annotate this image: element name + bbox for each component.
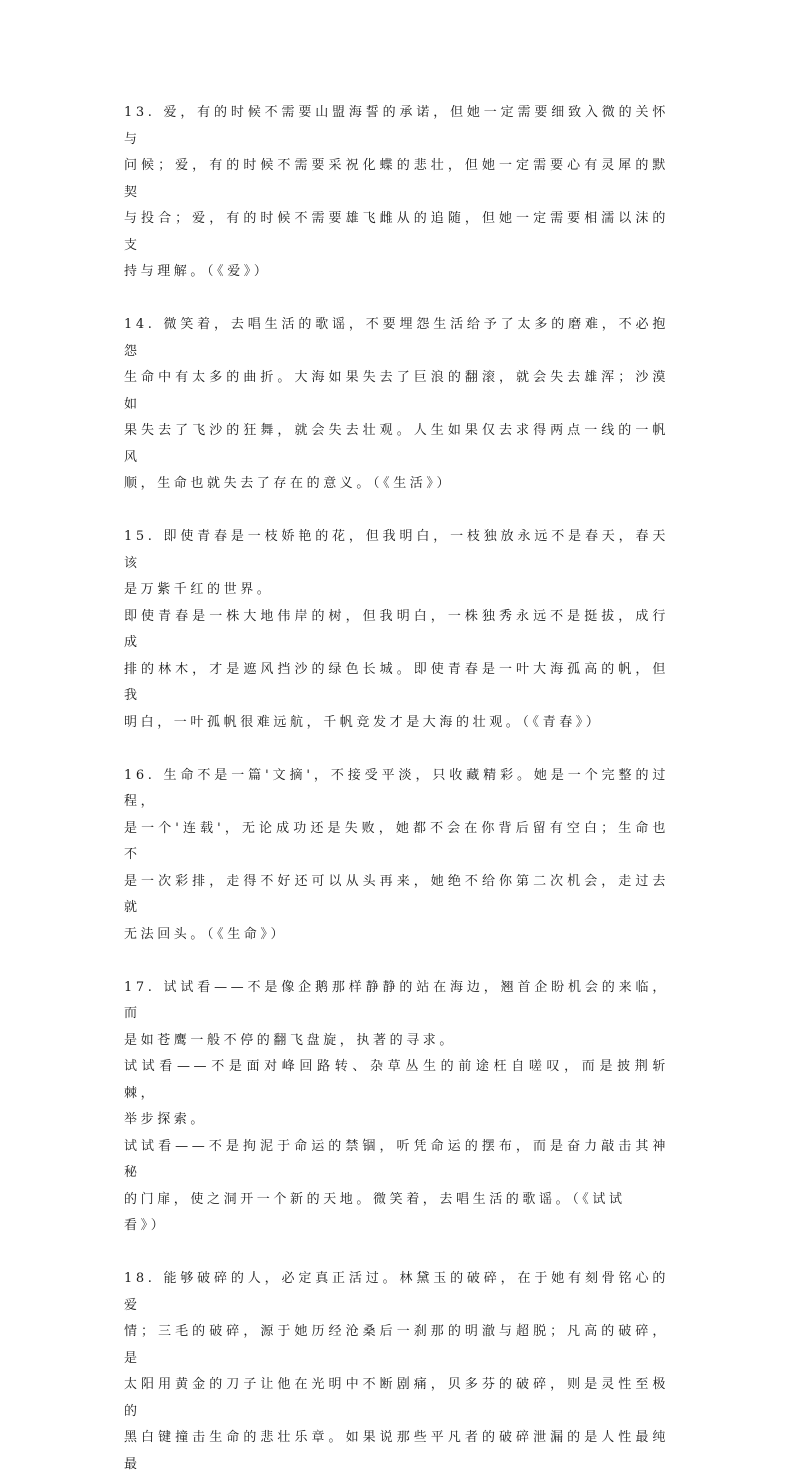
text-line: 问候；爱，有的时候不需要采祝化蝶的悲壮，但她一定需要心有灵犀的默契 (124, 158, 669, 200)
text-line: 是如苍鹰一般不停的翻飞盘旋，执著的寻求。 (124, 1032, 457, 1048)
text-line: 试试看——不是拘泥于命运的禁锢，听凭命运的摆布，而是奋力敲击其神秘 (124, 1138, 669, 1180)
text-line: 举步探索。 (124, 1112, 208, 1127)
text-line: 黑白键撞击生命的悲壮乐章。如果说那些平凡者的破碎泄漏的是人性最纯最 (124, 1430, 669, 1472)
paragraph-gap (124, 498, 669, 525)
document-body (124, 100, 669, 1478)
text-line: 是一次彩排，走得不好还可以从头再来，她绝不给你第二次机会，走过去就 (124, 873, 669, 915)
paragraph-17 (124, 975, 669, 1240)
text-line: 17. 试试看——不是像企鹅那样静静的站在海边，翘首企盼机会的来临，而 (124, 979, 669, 1021)
paragraph-gap (124, 948, 669, 975)
text-line: 持与理解。（《爱》） (124, 264, 271, 279)
text-line: 太阳用黄金的刀子让他在光明中不断剧痛，贝多芬的破碎，则是灵性至极的 (124, 1377, 669, 1419)
text-line: 是万紫千红的世界。 (124, 582, 274, 597)
text-line: 18. 能够破碎的人，必定真正活过。林黛玉的破碎，在于她有刻骨铭心的爱 (124, 1271, 669, 1313)
text-line: 16. 生命不是一篇'文摘'，不接受平淡，只收藏精彩。她是一个完整的过程， (124, 767, 669, 809)
paragraph-gap (124, 1240, 669, 1267)
text-line: 14. 微笑着，去唱生活的歌谣，不要埋怨生活给予了太多的磨难，不必抱怨 (124, 317, 669, 359)
text-line: 顺，生命也就失去了存在的意义。（《生活》） (124, 476, 454, 491)
paragraph-15 (124, 524, 669, 736)
text-line: 即使青春是一株大地伟岸的树，但我明白，一株独秀永远不是挺拔，成行成 (124, 608, 669, 650)
text-line: 排的林木，才是遮风挡沙的绿色长城。即使青春是一叶大海孤高的帆，但我 (124, 661, 669, 703)
text-line: 15. 即使青春是一枝娇艳的花，但我明白，一枝独放永远不是春天，春天该 (124, 529, 669, 571)
text-line: 生命中有太多的曲折。大海如果失去了巨浪的翻滚，就会失去雄浑；沙漠如 (124, 370, 669, 412)
text-line: 试试看——不是面对峰回路转、杂草丛生的前途枉自嗟叹，而是披荆斩棘， (124, 1059, 669, 1101)
paragraph-16 (124, 763, 669, 949)
paragraph-18 (124, 1266, 669, 1478)
text-line: 情；三毛的破碎，源于她历经沧桑后一刹那的明澈与超脱；凡高的破碎，是 (124, 1324, 669, 1366)
text-line: 看》） (124, 1218, 168, 1233)
text-line: 无法回头。（《生命》） (124, 926, 288, 942)
paragraph-13 (124, 100, 669, 286)
text-line: 明白，一叶孤帆很难远航，千帆竞发才是大海的壮观。（《青春》） (124, 714, 603, 730)
paragraph-gap (124, 286, 669, 313)
text-line: 果失去了飞沙的狂舞，就会失去壮观。人生如果仅去求得两点一线的一帆风 (124, 423, 669, 465)
text-line: 的门扉，使之洞开一个新的天地。微笑着，去唱生活的歌谣。（《试试 (124, 1191, 626, 1207)
text-line: 与投合；爱，有的时候不需要雄飞雌从的追随，但她一定需要相濡以沫的支 (124, 211, 669, 253)
text-line: 13. 爱，有的时候不需要山盟海誓的承诺，但她一定需要细致入微的关怀与 (124, 105, 669, 147)
paragraph-14 (124, 312, 669, 498)
text-line: 是一个'连载'，无论成功还是失败，她都不会在你背后留有空白；生命也不 (124, 820, 669, 862)
paragraph-gap (124, 736, 669, 763)
